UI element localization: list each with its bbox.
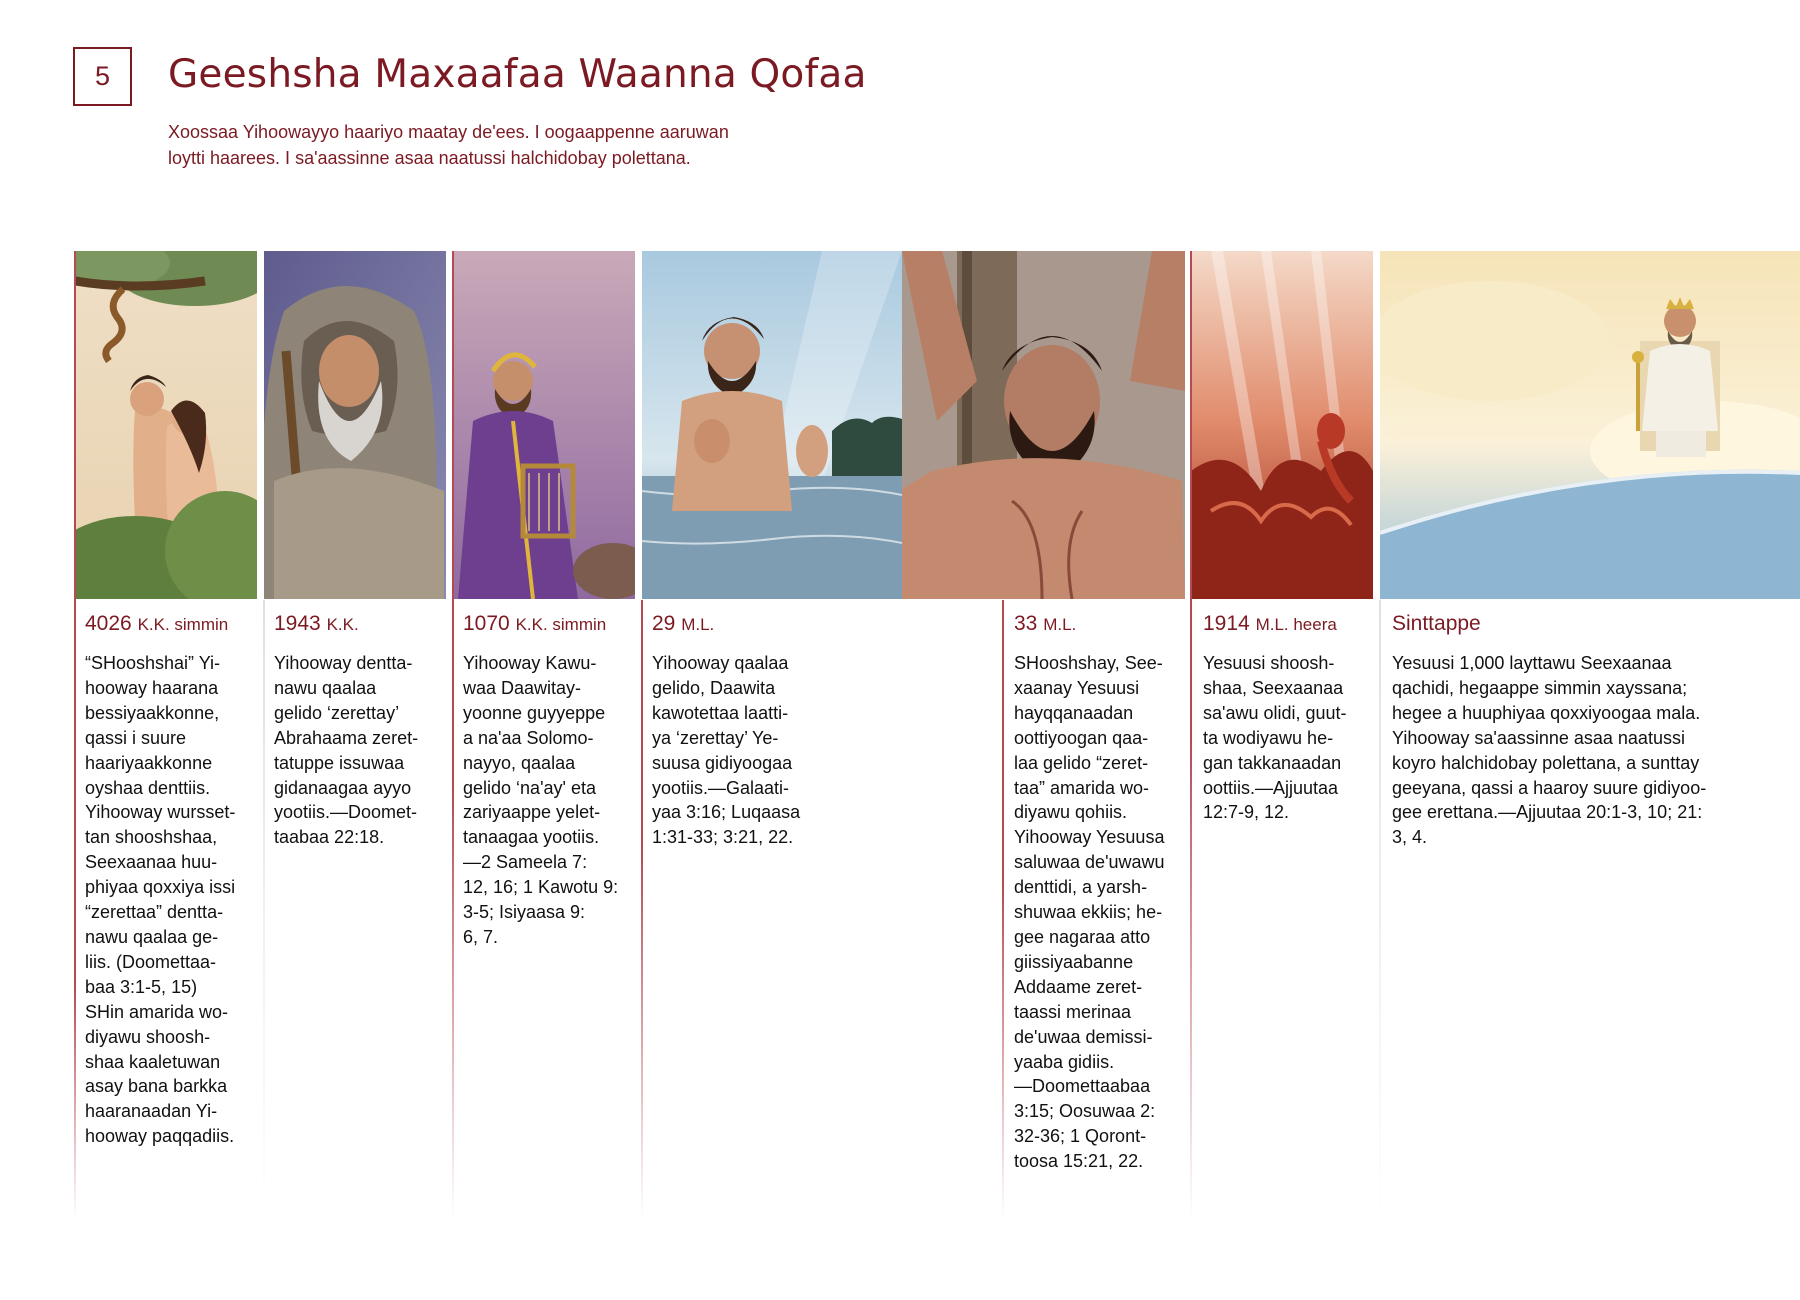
timeline-text: SHooshshay, See- xaanay Yesuusi hayqqanaadan oottiyoogan qaa- laa gelido “zeret- taa” amarida wo- diyawu qohiis. Yihooway Yesuusa saluwaa de'uwawu denttidi, a yarsh- shuwaa ekkiis; he- gee nagaraa atto giissiyaabanne Addaame zeret- taassi merinaa de'uwaa demissi- yaaba gidiis. —Doomettaabaa 3:15; Oosuwaa 2: 32-36; 1 Qoront- toosa 15:21, 22.	[1014, 653, 1165, 1172]
timeline-entry-29	[652, 610, 827, 850]
jesus-baptism-image	[642, 251, 902, 599]
page-title: Geeshsha Maxaafaa Waanna Qofaa	[168, 52, 867, 97]
timeline-date	[463, 610, 638, 639]
adam-eve-serpent-image	[75, 251, 257, 599]
timeline-entry-future	[1392, 610, 1762, 850]
lesson-number: 5	[94, 61, 111, 91]
date-era: K.K.	[326, 615, 359, 634]
date-era: M.L.	[1043, 615, 1077, 634]
timeline-divider	[1002, 600, 1004, 1220]
timeline-divider	[452, 251, 454, 609]
timeline-entry-1070	[463, 610, 638, 950]
timeline-date	[1203, 610, 1378, 639]
timeline-divider	[1379, 600, 1381, 1220]
timeline-date	[1014, 610, 1189, 639]
date-year: 1070	[463, 612, 510, 635]
timeline-text: Yihooway dentta- nawu qaalaa gelido ‘zerettay’ Abrahaama zeret- tatuppe issuwaa gidanaagaa ayyo yootiis.—Doomet- taabaa 22:18.	[274, 653, 419, 848]
date-era: M.L.	[681, 615, 715, 634]
date-era: M.L. heera	[1255, 615, 1337, 634]
intro-text	[168, 119, 808, 171]
intro-line-2: loytti haarees. I sa'aassinne asaa naatussi halchidobay polettana.	[168, 148, 691, 168]
timeline-text: Yesuusi 1,000 layttawu Seexaanaa qachidi, hegaappe simmin xayssana; hegee a huuphiyaa qoxxiyoogaa mala. Yihooway sa'aassinne asaa naatussi koyro halchidobay polettana, a sunttay geeyana, qassi a haaroy suure gidiyoo- gee erettana.—Ajjuutaa 20:1-3, 10; 21: 3, 4.	[1392, 653, 1707, 848]
timeline-entry-33	[1014, 610, 1189, 1174]
timeline-text: “SHooshshai” Yi- hooway haarana bessiyaakkonne, qassi i suure haariyaakkonne oyshaa denttiis. Yihooway wursset- tan shooshshaa, Seexaanaa huu- phiyaa qoxxiya issi “zerettaa” dentta- nawu qaalaa ge- liis. (Doomettaa- baa 3:1-5, 15) SHin amarida wo- diyawu shoosh- shaa kaaletuwan asay bana barkka haaranaadan Yi- hooway paqqadiis.	[85, 653, 236, 1147]
date-year: Sinttappe	[1392, 612, 1481, 635]
timeline-divider	[263, 600, 265, 1220]
date-year: 4026	[85, 612, 132, 635]
timeline-date	[85, 610, 260, 639]
date-era: K.K. simmin	[515, 615, 607, 634]
timeline-entry-1914	[1203, 610, 1378, 825]
date-year: 1943	[274, 612, 321, 635]
intro-line-1: Xoossaa Yihoowayyo haariyo maatay de'ees. I oogaappenne aaruwan	[168, 122, 729, 142]
david-harp-image	[453, 251, 635, 599]
timeline-picture-strip	[75, 251, 1800, 599]
timeline-divider	[452, 600, 454, 1220]
timeline-text: Yihooway Kawu- waa Daawitay- yoonne guyyeppe a na'aa Solomo- nayyo, qaalaa gelido ‘na'ay' eta zariyaappe yelet- tanaagaa yootiis. —2 Sameela 7: 12, 16; 1 Kawotu 9: 3-5; Isiyaasa 9: 6, 7.	[463, 653, 619, 947]
abraham-image	[264, 251, 446, 599]
timeline-entry-4026	[85, 610, 260, 1149]
timeline-divider	[1190, 600, 1192, 1220]
timeline-text: Yihooway qaalaa gelido, Daawita kawotettaa laatti- ya ‘zerettay’ Ye- suusa gidiyoogaa yootiis.—Galaati- yaa 3:16; Luqaasa 1:31-33; 3:21, 22.	[652, 653, 801, 848]
jesus-enthroned-image	[1380, 251, 1800, 599]
timeline-divider	[74, 251, 76, 609]
timeline-date	[274, 610, 449, 639]
timeline-entry-1943	[274, 610, 449, 850]
jesus-on-stake-image	[902, 251, 1185, 599]
timeline-divider	[641, 600, 643, 1220]
timeline-divider	[74, 600, 76, 1220]
timeline-date	[652, 610, 827, 639]
date-era: K.K. simmin	[137, 615, 229, 634]
satan-cast-down-image	[1191, 251, 1373, 599]
date-year: 1914	[1203, 612, 1250, 635]
lesson-number-box	[73, 47, 132, 106]
date-year: 33	[1014, 612, 1038, 635]
timeline-divider	[1190, 251, 1192, 609]
timeline-date	[1392, 610, 1762, 639]
date-year: 29	[652, 612, 676, 635]
timeline-text: Yesuusi shoosh- shaa, Seexaanaa sa'awu olidi, guut- ta wodiyawu he- gan takkanaadan oottiis.—Ajjuutaa 12:7-9, 12.	[1203, 653, 1347, 823]
